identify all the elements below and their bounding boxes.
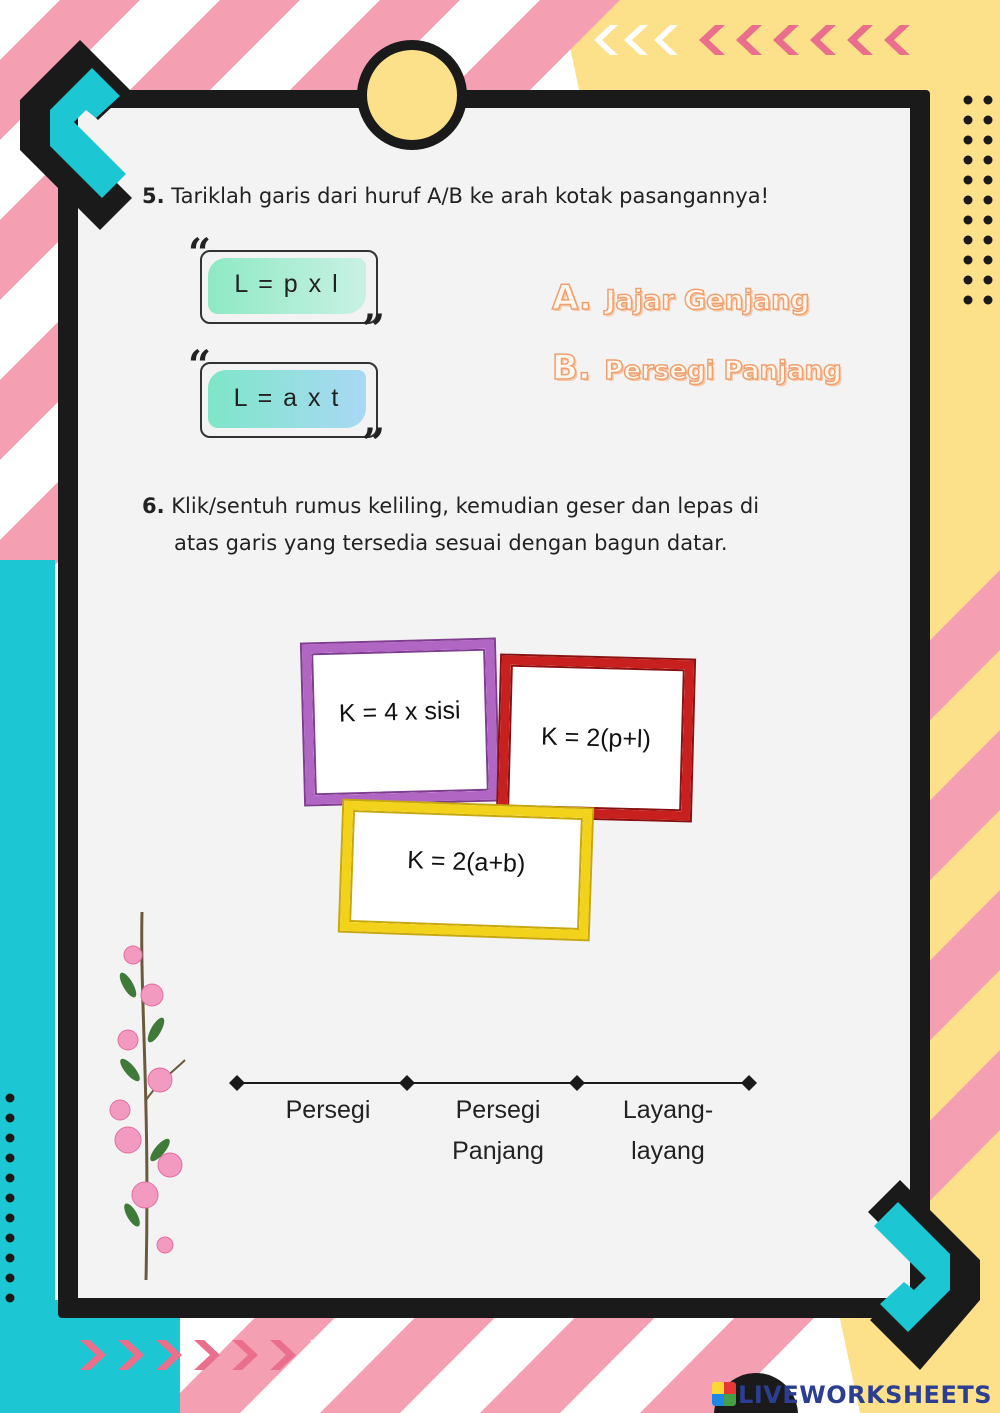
draggable-card-text: K = 2(p+l) <box>540 722 652 753</box>
option-a-label: Jajar Genjang <box>605 285 810 316</box>
draggable-card-rectangle[interactable] <box>498 656 694 821</box>
watermark-text: LIVEWORKSHEETS <box>738 1381 992 1409</box>
close-quote-icon: ” <box>362 306 386 353</box>
question-6-line-1: Klik/sentuh rumus keliling, kemudian geser dan lepas di <box>171 494 760 518</box>
target-label-layang-layang <box>588 1090 748 1172</box>
option-a[interactable] <box>552 278 810 318</box>
liveworksheets-logo-icon <box>712 1382 736 1406</box>
target-label-line-2: Panjang <box>452 1137 544 1165</box>
close-quote-icon: ” <box>362 420 386 467</box>
question-5-prompt <box>142 178 769 215</box>
question-5-text: Tariklah garis dari huruf A/B ke arah kotak pasangannya! <box>171 184 770 208</box>
option-a-letter: A. <box>552 278 592 318</box>
liveworksheets-watermark[interactable] <box>712 1381 992 1409</box>
target-label-line-2: layang <box>631 1137 705 1165</box>
draggable-card-text: K = 4 x sisi <box>338 695 461 728</box>
draggable-card-parallelogram[interactable] <box>340 801 592 940</box>
target-label-line-1: Persegi <box>455 1096 541 1124</box>
formula-text: L = p x l <box>234 270 340 298</box>
question-6-number: 6. <box>142 494 165 518</box>
open-quote-icon: “ <box>188 342 212 389</box>
target-label-line-1: Persegi <box>285 1096 371 1124</box>
formula-card-1[interactable] <box>188 230 386 353</box>
target-label-persegi <box>248 1090 408 1131</box>
option-b-label: Persegi Panjang <box>604 356 842 386</box>
formula-card-2[interactable] <box>188 342 386 467</box>
option-b[interactable] <box>552 348 842 388</box>
target-label-persegi-panjang <box>418 1090 578 1172</box>
formula-text: L = a x t <box>233 384 341 412</box>
question-6-prompt <box>142 488 759 562</box>
question-6-line-2: atas garis yang tersedia sesuai dengan bagun datar. <box>174 531 728 555</box>
target-label-line-1: Layang- <box>622 1096 714 1124</box>
draggable-card-text: K = 2(a+b) <box>406 845 526 878</box>
open-quote-icon: “ <box>188 230 212 277</box>
draggable-card-square[interactable] <box>302 640 498 805</box>
option-b-letter: B. <box>552 348 591 388</box>
question-5-number: 5. <box>142 184 165 208</box>
